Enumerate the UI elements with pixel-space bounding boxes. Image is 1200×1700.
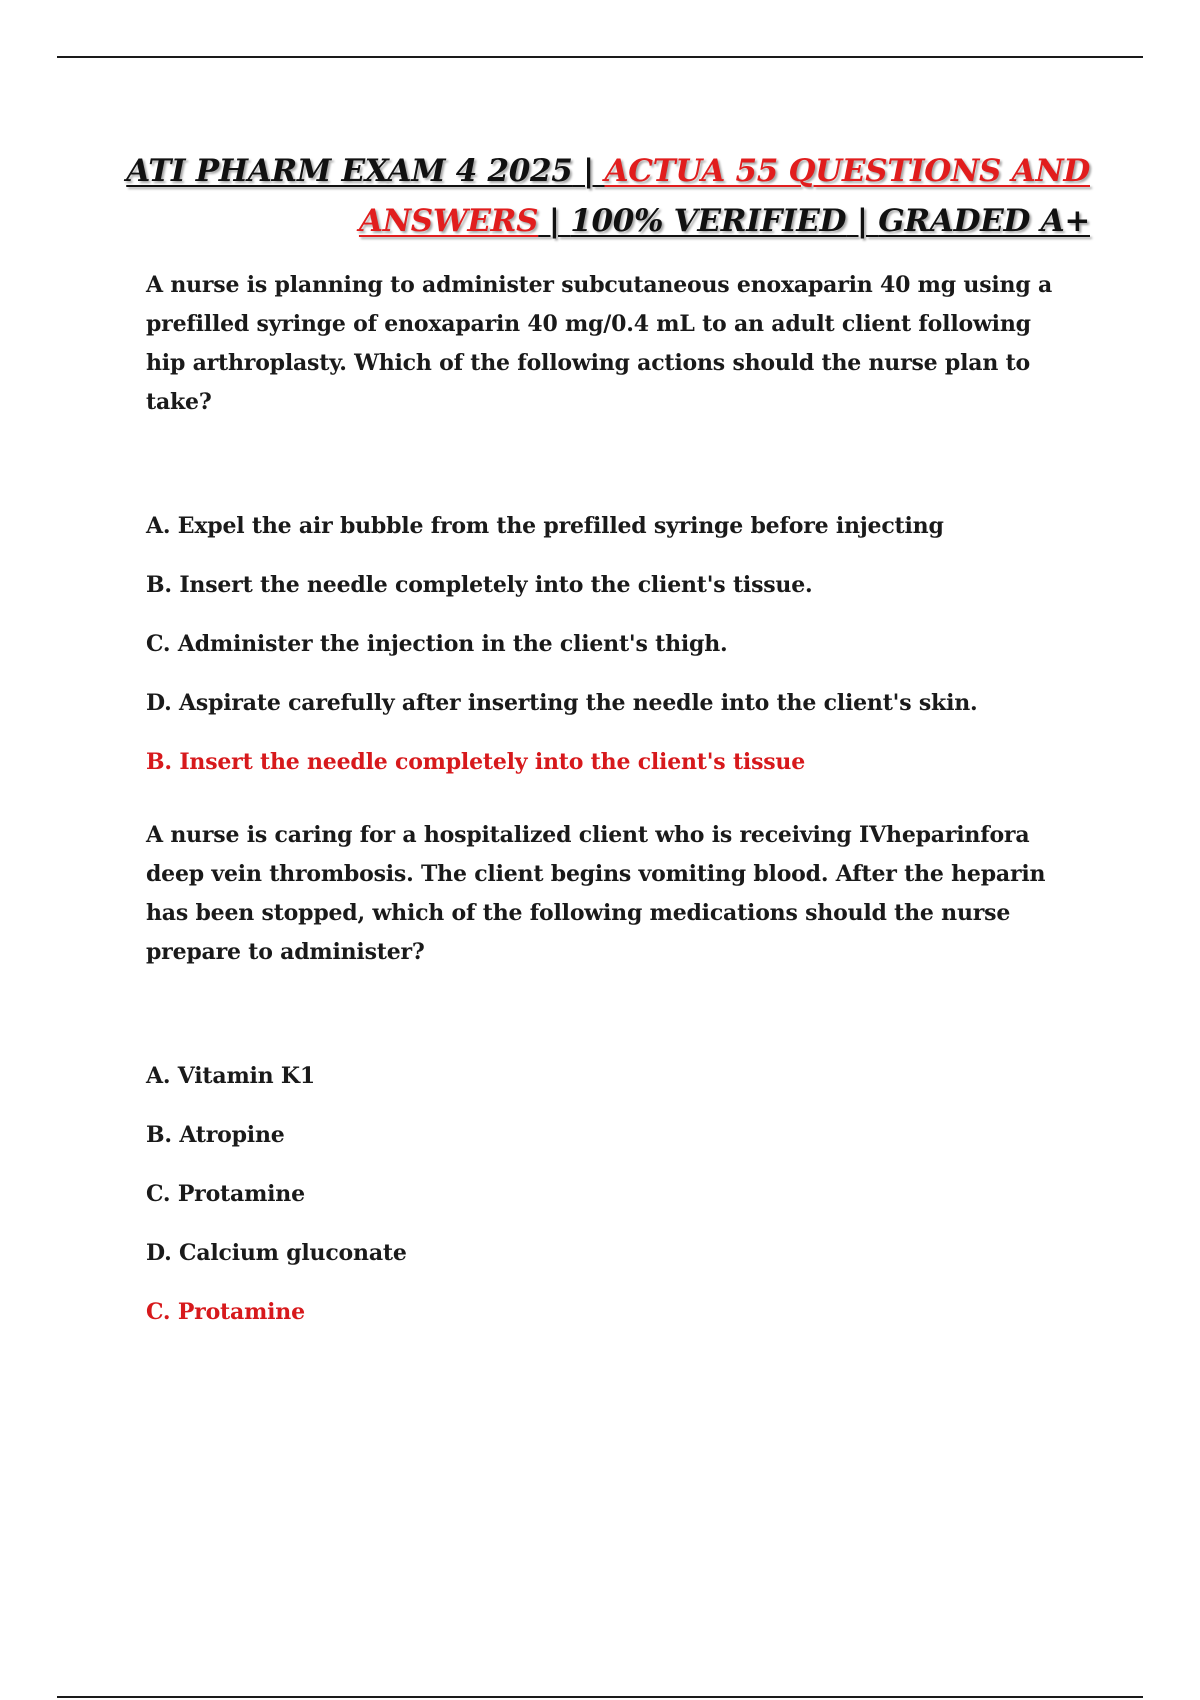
title-part-verified: 100% VERIFIED (570, 203, 847, 239)
answer-options (146, 497, 1066, 792)
answer-options (146, 1047, 1066, 1342)
option-b: B. Insert the needle completely into the client's tissue. (146, 572, 813, 598)
title-separator: | (846, 203, 879, 239)
bottom-divider (57, 1696, 1143, 1698)
correct-answer: C. Protamine (146, 1299, 305, 1325)
correct-answer: B. Insert the needle completely into the client's tissue (146, 749, 806, 775)
question-block-1 (146, 266, 1066, 792)
question-text: A nurse is caring for a hospitalized client who is receiving IVheparinfora deep vein thrombosis. The client begins vomiting blood. After the heparin has been stopped, which of the following medications should the nurse prepare to administer? (146, 822, 1046, 965)
title-part-questions: ACTUA 55 QUESTIONS AND ANSWERS (358, 153, 1090, 239)
top-divider (57, 56, 1143, 58)
option-a: A. Expel the air bubble from the prefilled syringe before injecting (146, 513, 944, 539)
option-d: D. Aspirate carefully after inserting the needle into the client's skin. (146, 690, 978, 716)
document-title (90, 146, 1090, 246)
question-block-2 (146, 816, 1066, 1342)
option-d: D. Calcium gluconate (146, 1240, 407, 1266)
option-a: A. Vitamin K1 (146, 1063, 315, 1089)
title-separator: | (572, 153, 605, 189)
question-text: A nurse is planning to administer subcutaneous enoxaparin 40 mg using a prefilled syringe of enoxaparin 40 mg/0.4 mL to an adult client following hip arthroplasty. Which of the following actions should the nurse plan to take? (146, 272, 1053, 415)
title-separator: | (538, 203, 571, 239)
option-c: C. Administer the injection in the client's thigh. (146, 631, 728, 657)
title-part-exam: ATI PHARM EXAM 4 2025 (126, 153, 573, 189)
option-c: C. Protamine (146, 1181, 305, 1207)
option-b: B. Atropine (146, 1122, 285, 1148)
title-part-grade: GRADED A+ (878, 203, 1090, 239)
